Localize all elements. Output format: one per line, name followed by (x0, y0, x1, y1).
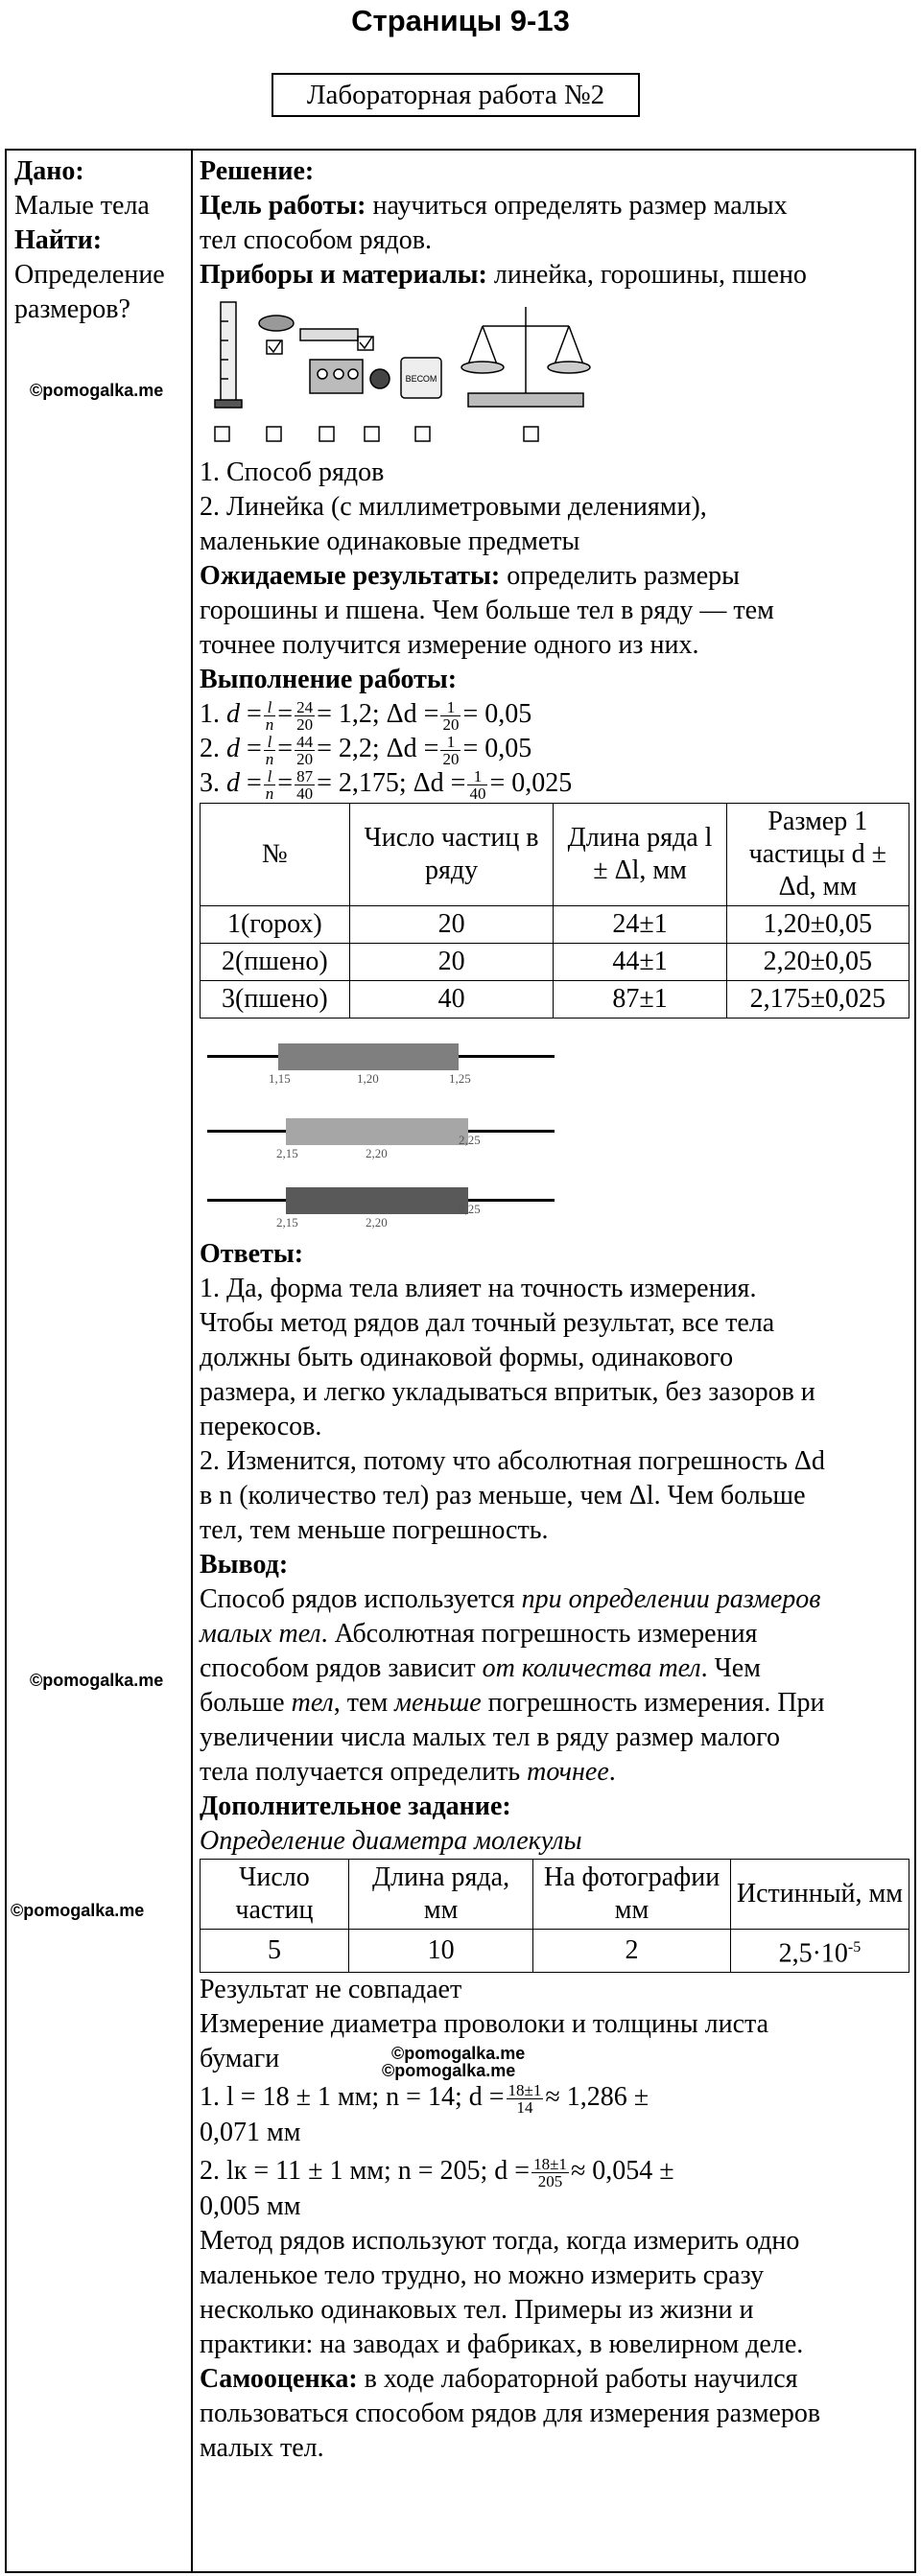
paragraph-line: маленькое тело трудно, но можно измерить сразу (200, 2260, 765, 2291)
conclusion-line: увеличении числа малых тел в ряду размер малого (200, 1722, 780, 1752)
lab-title: Лабораторная работа №2 (272, 73, 640, 117)
bar-label-right: 2,25 (459, 1202, 481, 1216)
cylinder-icon (221, 302, 236, 403)
molecule-table (200, 1859, 909, 1973)
formula-line: 3. d = $\frac{l}{n}$ = $\frac{87}{40}$ = 2,175; Δd = $\frac{1}{40}$ = 0,025 (200, 767, 573, 804)
expected-text: горошины и пшена. Чем больше тел в ряду — тем (200, 596, 774, 625)
answers-label: Ответы: (200, 1239, 304, 1269)
table-row (201, 944, 909, 981)
answer-line: 1. Да, форма тела влияет на точность измерения. (200, 1274, 757, 1303)
table-header: Длина ряда l ± Δl, мм (554, 804, 726, 906)
interval-bars (200, 1019, 911, 1237)
table-header: На фотографии мм (533, 1860, 731, 1930)
given-column (7, 151, 193, 2571)
page-title: Страницы 9-13 (351, 4, 570, 37)
not-match-text: Результат не совпадает (200, 1975, 462, 2005)
bar-interval (278, 1043, 459, 1070)
answer-line: перекосов. (200, 1412, 322, 1441)
ruler-icon (300, 329, 358, 340)
watermark: ©pomogalka.me (382, 2061, 516, 2081)
answer-line: Чтобы метод рядов дал точный результат, все тела (200, 1308, 775, 1338)
bar-label-left: 1,15 (269, 1071, 291, 1086)
table-cell: 5 (201, 1930, 349, 1973)
execution-label: Выполнение работы: (200, 665, 458, 694)
find-value-2: размеров? (14, 294, 130, 324)
table-header: № (201, 804, 350, 906)
formula-line: 1. d = $\frac{l}{n}$ = $\frac{24}{20}$ = 1,2; Δd = $\frac{1}{20}$ = 0,05 (200, 698, 532, 735)
table-row (201, 981, 909, 1019)
interval-bar (200, 1114, 564, 1162)
answer-line: должны быть одинаковой формы, одинакового (200, 1343, 734, 1372)
answer-line: тел, тем меньше погрешность. (200, 1515, 549, 1545)
measure-text: Измерение диаметра проволоки и толщины листа (200, 2009, 769, 2040)
method-line: маленькие одинаковые предметы (200, 527, 580, 556)
table-cell: 3(пшено) (201, 981, 350, 1019)
bar-interval (286, 1187, 468, 1214)
thread-icon (370, 369, 390, 388)
watermark: ©pomogalka.me (30, 381, 164, 400)
tools-label: Приборы и материалы: (200, 260, 487, 290)
conclusion-line: тела получается определить точнее. (200, 1757, 616, 1787)
solution-label: Решение: (200, 156, 315, 186)
answer-line: размера, и легко укладываться впритык, без зазоров и (200, 1377, 815, 1407)
expected-label: Ожидаемые результаты: (200, 561, 501, 591)
interval-bar (200, 1183, 564, 1231)
equipment-illustration (200, 293, 612, 456)
bar-label-right: 2,25 (459, 1133, 481, 1147)
table-cell: 2,175±0,025 (726, 981, 909, 1019)
answer-line: 2. Изменится, потому что абсолютная погрешность Δd (200, 1446, 825, 1476)
self-text: в ходе лабораторной работы научился (364, 2364, 798, 2395)
self-text: пользоваться способом рядов для измерения размеров (200, 2399, 821, 2429)
table-cell: 44±1 (554, 944, 726, 981)
table-row (201, 906, 909, 944)
find-value-1: Определение (14, 260, 165, 290)
formula-wire: 0,071 мм (200, 2118, 301, 2148)
extra-label: Дополнительное задание: (200, 1791, 511, 1821)
results-table (200, 803, 909, 1019)
answer-lines (200, 1272, 911, 1548)
table-cell: 87±1 (554, 981, 726, 1019)
interval-bar (200, 1040, 564, 1088)
bar-label-mid: 1,20 (357, 1071, 379, 1086)
watermark: ©pomogalka.me (11, 1901, 145, 1920)
conclusion-line: больше тел, тем меньше погрешность измерения. При (200, 1688, 825, 1718)
table-header: Истинный, мм (730, 1860, 909, 1930)
conclusion-label: Вывод: (200, 1550, 289, 1580)
goal-text: тел способом рядов. (200, 225, 432, 255)
table-row (201, 1930, 909, 1973)
bar-label-right: 1,25 (449, 1071, 471, 1086)
conclusion-line: малых тел. Абсолютная погрешность измерения (200, 1619, 758, 1649)
bar-label-left: 2,15 (276, 1146, 298, 1160)
table-cell: 40 (349, 981, 554, 1019)
bar-label-left: 2,15 (276, 1215, 298, 1229)
paragraph-line: Метод рядов используют тогда, когда измерить одно (200, 2226, 800, 2257)
bar-label-mid: 2,20 (366, 1146, 388, 1160)
self-text: малых тел. (200, 2433, 324, 2464)
extra-subtitle: Определение диаметра молекулы (200, 1826, 582, 1856)
goal-text: научиться определять размер малых (372, 191, 788, 221)
paragraph-line: практики: на заводах и фабриках, в ювелирном деле. (200, 2330, 804, 2360)
measure-text: бумаги (200, 2044, 280, 2074)
weights-label: ВЕСОМ (405, 374, 437, 384)
formula-paper: 2. lк = 11 ± 1 мм; n = 205; d = $\frac{18\pm 1}{205}$ ≈ 0,054 ± (200, 2155, 674, 2191)
formula-line: 2. d = $\frac{l}{n}$ = $\frac{44}{20}$ = 2,2; Δd = $\frac{1}{20}$ = 0,05 (200, 733, 532, 769)
method-line: 2. Линейка (с миллиметровыми делениями), (200, 492, 707, 522)
table-cell: 24±1 (554, 906, 726, 944)
tools-text: линейка, горошины, пшено (493, 260, 807, 290)
table-header: Число частиц в ряду (349, 804, 554, 906)
table-cell: 2(пшено) (201, 944, 350, 981)
formula-wire: 1. l = 18 ± 1 мм; n = 14; d = $\frac{18\pm 1}{14}$ ≈ 1,286 ± (200, 2081, 649, 2118)
conclusion-line: Способ рядов используется при определении размеров (200, 1584, 821, 1614)
formula-paper: 0,005 мм (200, 2191, 301, 2222)
goal-label: Цель работы: (200, 191, 366, 221)
watermark: ©pomogalka.me (30, 1671, 164, 1690)
table-header: Число частиц (201, 1860, 349, 1930)
table-cell: 1(горох) (201, 906, 350, 944)
table-cell: 2,20±0,05 (726, 944, 909, 981)
expected-text: точнее получится измерение одного из них. (200, 630, 699, 660)
table-cell: 20 (349, 944, 554, 981)
table-header: Размер 1 частицы d ± Δd, мм (726, 804, 909, 906)
conclusion-line: способом рядов зависит от количества тел. Чем (200, 1653, 761, 1683)
table-cell: $2,5\cdot 10^{-5}$ (730, 1930, 909, 1973)
expected-text: определить размеры (507, 561, 740, 591)
paragraph-line: несколько одинаковых тел. Примеры из жизни и (200, 2295, 754, 2326)
formulas (200, 697, 911, 804)
bar-label-mid: 2,20 (366, 1215, 388, 1229)
watermark: ©pomogalka.me (391, 2044, 526, 2064)
find-label: Найти: (14, 225, 103, 255)
table-cell: 1,20±0,05 (726, 906, 909, 944)
table-cell: 20 (349, 906, 554, 944)
table-cell: 10 (348, 1930, 532, 1973)
table-header: Длина ряда, мм (348, 1860, 532, 1930)
solution-table (5, 149, 916, 2573)
self-label: Самооценка: (200, 2364, 358, 2395)
given-label: Дано: (14, 156, 84, 186)
answer-line: в n (количество тел) раз меньше, чем Δl. Чем больше (200, 1481, 806, 1510)
table-cell: 2 (533, 1930, 731, 1973)
peas-icon (259, 316, 294, 331)
method-line: 1. Способ рядов (200, 457, 385, 487)
solution-column (200, 151, 911, 2466)
given-value: Малые тела (14, 191, 150, 221)
bar-interval (286, 1118, 468, 1145)
